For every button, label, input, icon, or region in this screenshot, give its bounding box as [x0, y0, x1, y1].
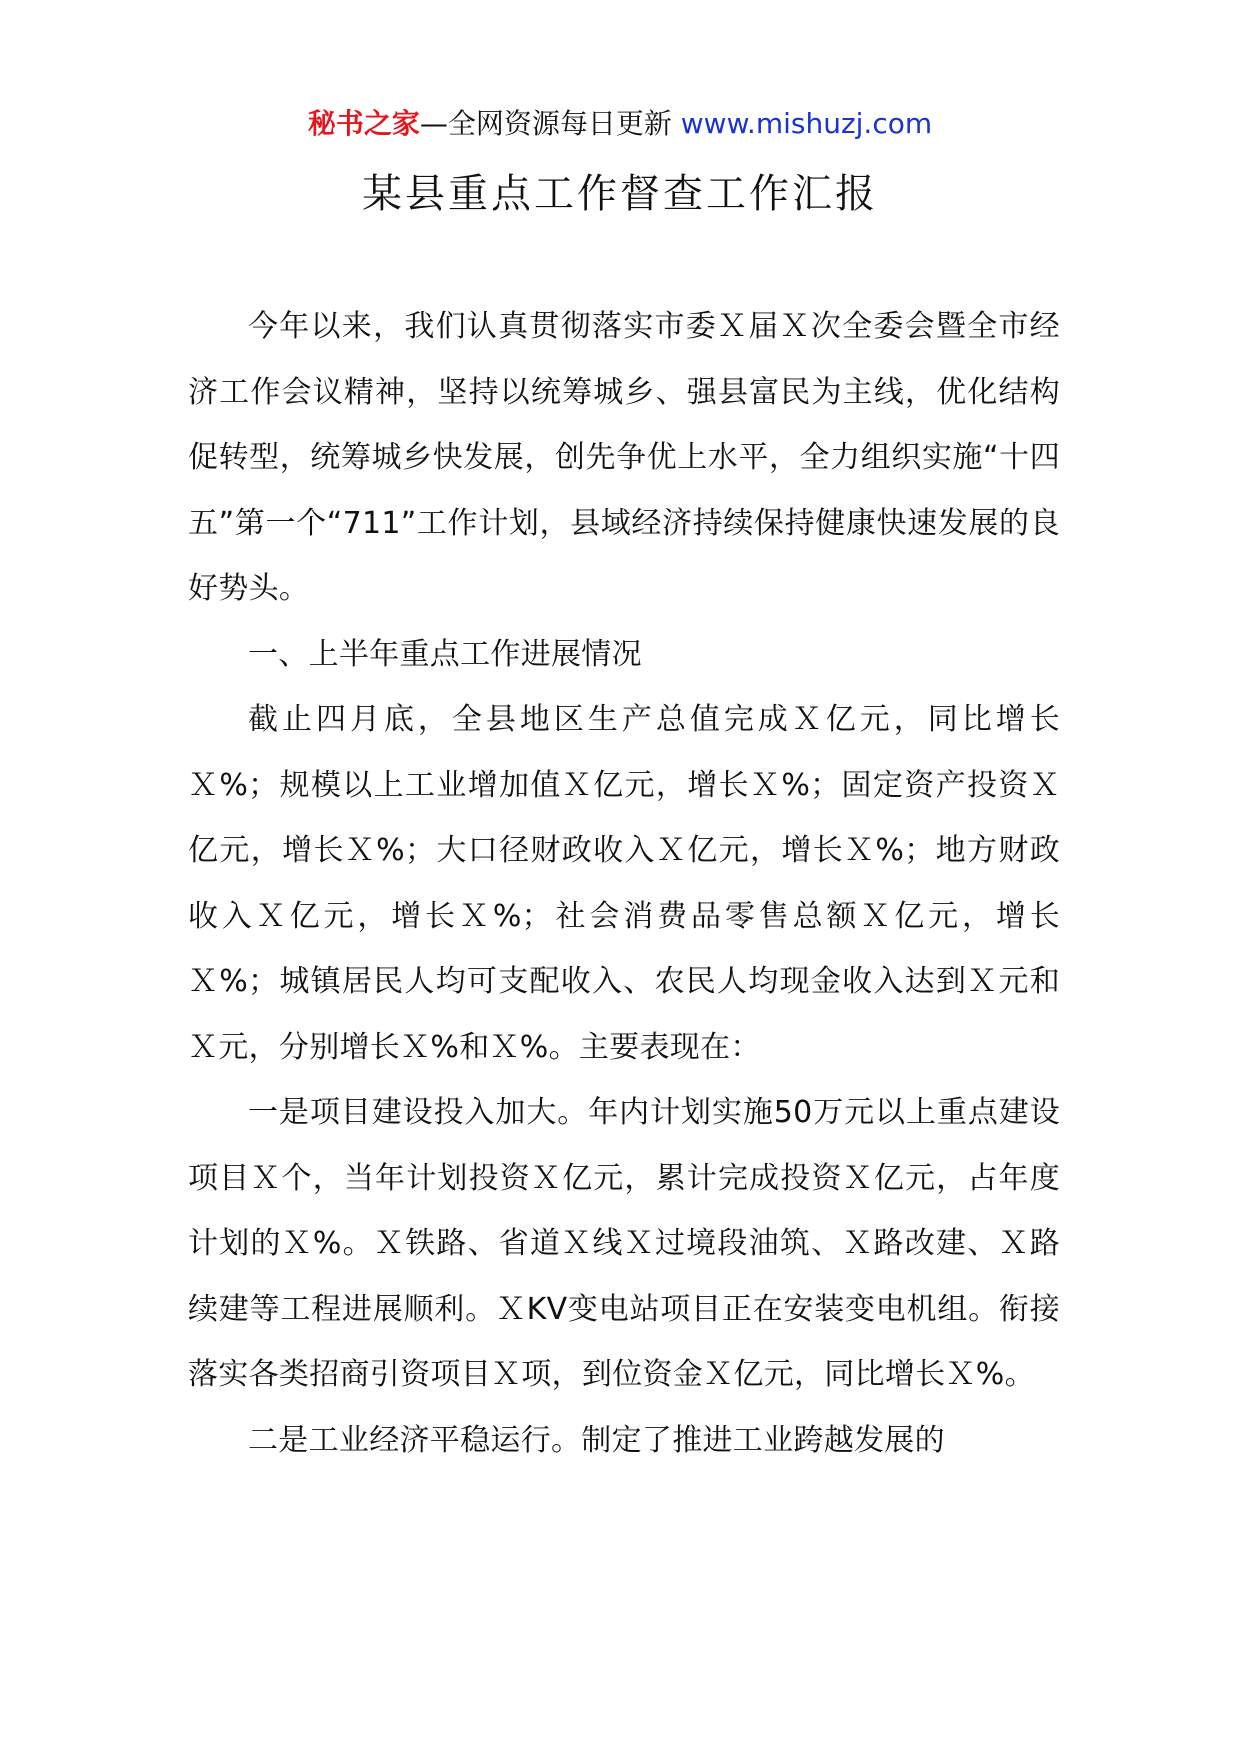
paragraph-industrial-economy: 二是工业经济平稳运行。制定了推进工业跨越发展的 — [248, 1422, 945, 1458]
paragraph-statistics: 截止四月底，全县地区生产总值完成Ｘ亿元，同比增长Ｘ%；规模以上工业增加值Ｘ亿元，增长Ｘ%；固定资产投资Ｘ亿元，增长Ｘ%；大口径财政收入Ｘ亿元，增长Ｘ%；地方财政收入Ｘ亿元，增长Ｘ%；社会消费品零售总额Ｘ亿元，增长Ｘ%；城镇居民人均可支配收入、农民人均现金收入达到Ｘ元和Ｘ元，分别增长Ｘ%和Ｘ%。主要表现在： — [188, 702, 1060, 1065]
paragraph-intro: 今年以来，我们认真贯彻落实市委Ｘ届Ｘ次全委会暨全市经济工作会议精神，坚持以统筹城乡、强县富民为主线，优化结构促转型，统筹城乡快发展，创先争优上水平，全力组织实施“十四五”第一个“711”工作计划，县域经济持续保持健康快速发展的良好势头。 — [188, 309, 1060, 606]
site-brand: 秘书之家 — [307, 107, 420, 140]
document-body — [188, 294, 1060, 1473]
section-heading: 一、上半年重点工作进展情况 — [248, 636, 642, 672]
site-header — [0, 104, 1240, 144]
document-title: 某县重点工作督查工作汇报 — [362, 171, 878, 217]
site-tagline: —全网资源每日更新 — [419, 107, 681, 140]
paragraph-project-construction: 一是项目建设投入加大。年内计划实施50万元以上重点建设项目Ｘ个，当年计划投资Ｘ亿元，累计完成投资Ｘ亿元，占年度计划的Ｘ%。Ｘ铁路、省道Ｘ线Ｘ过境段油筑、Ｘ路改建、Ｘ路续建等工程进展顺利。ＸKV变电站项目正在安装变电机组。衔接落实各类招商引资项目Ｘ项，到位资金Ｘ亿元，同比增长Ｘ%。 — [188, 1095, 1060, 1392]
site-url-link[interactable]: www.mishuzj.com — [680, 107, 933, 140]
